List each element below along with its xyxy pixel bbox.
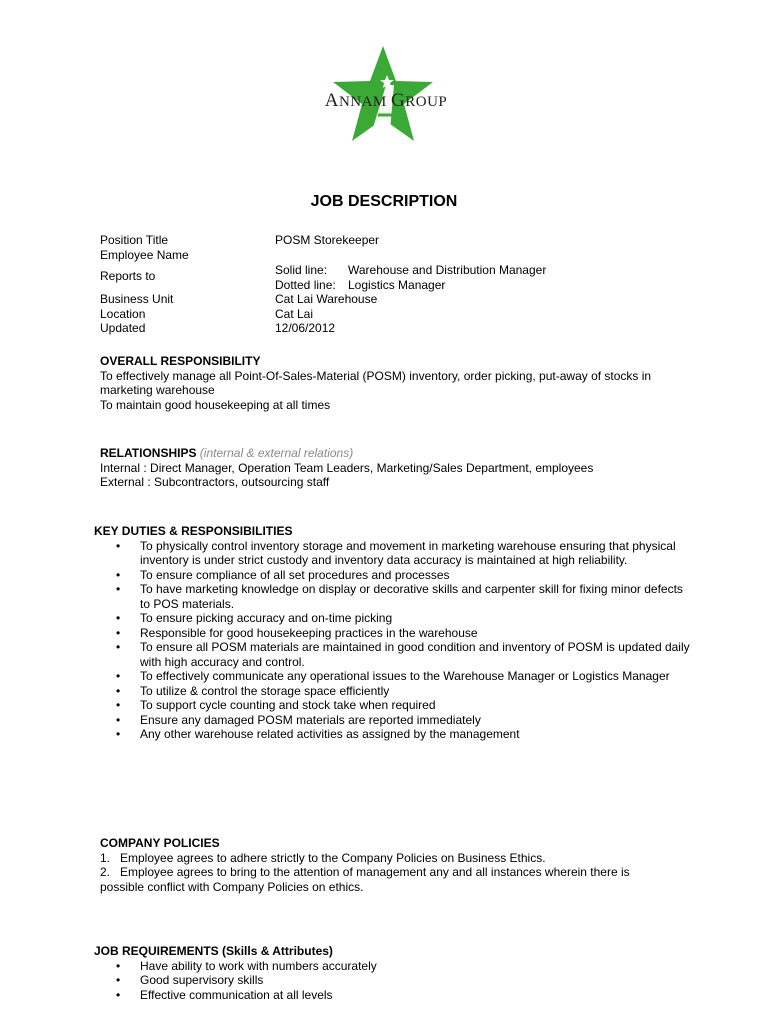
bullet-icon: • [116,727,121,741]
bullet-icon: • [116,958,121,973]
company-policies-section [100,836,675,894]
key-duties-section [94,524,694,742]
duties-list [94,539,694,742]
requirements-heading: JOB REQUIREMENTS (Skills & Attributes) [94,944,333,958]
overall-heading: OVERALL RESPONSIBILITY [100,354,261,368]
list-item-text: To ensure picking accuracy and on-time picking [140,611,393,625]
policy-number: 2. [100,865,111,879]
business-unit-label: Business Unit [100,292,174,306]
list-item-text: Good supervisory skills [140,973,264,987]
list-item [94,684,694,699]
list-item [94,539,694,568]
bullet-icon: • [116,567,121,582]
updated-value: 12/06/2012 [275,321,336,335]
relationships-heading [100,446,690,461]
list-item [94,698,694,713]
list-item [94,568,694,583]
list-item-text: Ensure any damaged POSM materials are reported immediately [140,712,481,727]
bullet-icon: • [116,683,121,698]
duties-heading: KEY DUTIES & RESPONSIBILITIES [94,524,293,538]
bullet-icon: • [116,625,121,640]
bullet-icon: • [116,640,121,654]
list-item-text: To physically control inventory storage and movement in marketing warehouse ensuring that physical inventory is under strict custody and inventory data accuracy is maintained at high reliability. [140,538,676,567]
list-item [94,669,694,684]
policies-heading: COMPANY POLICIES [100,836,220,850]
list-item [94,582,694,611]
document-title: JOB DESCRIPTION [310,193,458,210]
solid-line-key: Solid line: [275,263,328,277]
list-item-text: To ensure all POSM materials are maintained in good condition and inventory of POSM is updated daily with high accuracy and control. [140,640,690,669]
position-title-value: POSM Storekeeper [275,233,380,247]
list-item-text: Any other warehouse related activities as assigned by the management [140,727,520,741]
bullet-icon: • [116,698,121,712]
list-item [94,713,694,728]
relationships-section [100,446,690,490]
list-item-text: To support cycle counting and stock take when required [140,698,436,712]
logo-text-second: ROUP [405,94,448,110]
info-row-updated [100,321,700,336]
policy-item [100,851,675,866]
list-item [94,611,694,626]
bullet-icon: • [116,987,121,1002]
bullet-icon: • [116,712,121,727]
list-item-text: Responsible for good housekeeping practices in the warehouse [140,625,478,640]
bullet-icon: • [116,669,121,683]
overall-responsibility-section [100,354,690,412]
policy-text: Employee agrees to adhere strictly to the Company Policies on Business Ethics. [120,850,546,865]
logo-initial: G [391,90,406,111]
list-item-text: To effectively communicate any operational issues to the Warehouse Manager or Logistics Manager [140,669,670,683]
dotted-line-key: Dotted line: [275,277,336,292]
solid-line-value: Warehouse and Distribution Manager [348,263,547,277]
employee-name-label: Employee Name [100,247,189,262]
list-item-text: To ensure compliance of all set procedures and processes [140,567,450,582]
requirements-list [94,959,694,1003]
info-row-business-unit [100,292,700,307]
bullet-icon: • [116,582,121,596]
info-row-employee [100,248,700,263]
policy-text: Employee agrees to bring to the attention of management any and all instances wherein there is possible conflict with Company Policies on ethics. [100,865,630,894]
bullet-icon: • [116,973,121,987]
overall-line: To maintain good housekeeping at all times [100,397,331,412]
list-item-text: Have ability to work with numbers accurately [140,958,377,973]
list-item [94,988,694,1003]
employee-name-value [275,248,700,263]
job-info-table [100,233,700,336]
relationships-title: RELATIONSHIPS [100,446,197,460]
position-title-label: Position Title [100,233,169,247]
job-requirements-section [94,944,694,1002]
policy-item [100,865,675,894]
list-item-text: To utilize & control the storage space efficiently [140,683,390,698]
relationships-line: External : Subcontractors, outsourcing staff [100,475,330,489]
list-item [94,640,694,669]
overall-line: To effectively manage all Point-Of-Sales-Material (POSM) inventory, order picking, put-away of stocks in marketing warehouse [100,368,652,397]
reports-dotted-line [275,278,700,293]
policy-number: 1. [100,850,111,865]
logo-wordmark [316,90,456,111]
info-row-position [100,233,700,248]
relationships-note: (internal & external relations) [199,446,354,460]
relationships-line: Internal : Direct Manager, Operation Team Leaders, Marketing/Sales Department, employees [100,460,594,475]
location-label: Location [100,306,146,321]
list-item [94,959,694,974]
location-value: Cat Lai [275,306,314,321]
logo-initial: A [324,90,339,111]
list-item-text: To have marketing knowledge on display or decorative skills and carpenter skill for fixing minor defects to POS materials. [140,582,683,611]
info-row-location [100,307,700,322]
company-logo [316,45,456,143]
list-item [94,973,694,988]
updated-label: Updated [100,321,146,335]
list-item [94,626,694,641]
bullet-icon: • [116,538,121,553]
dotted-line-value: Logistics Manager [348,277,446,292]
reports-to-label: Reports to [100,269,156,283]
info-row-reports [100,262,700,292]
logo-text-first: NNAM [338,94,387,110]
bullet-icon: • [116,611,121,625]
reports-solid-line [275,263,700,278]
list-item-text: Effective communication at all levels [140,987,333,1002]
business-unit-value: Cat Lai Warehouse [275,292,378,306]
list-item [94,727,694,742]
